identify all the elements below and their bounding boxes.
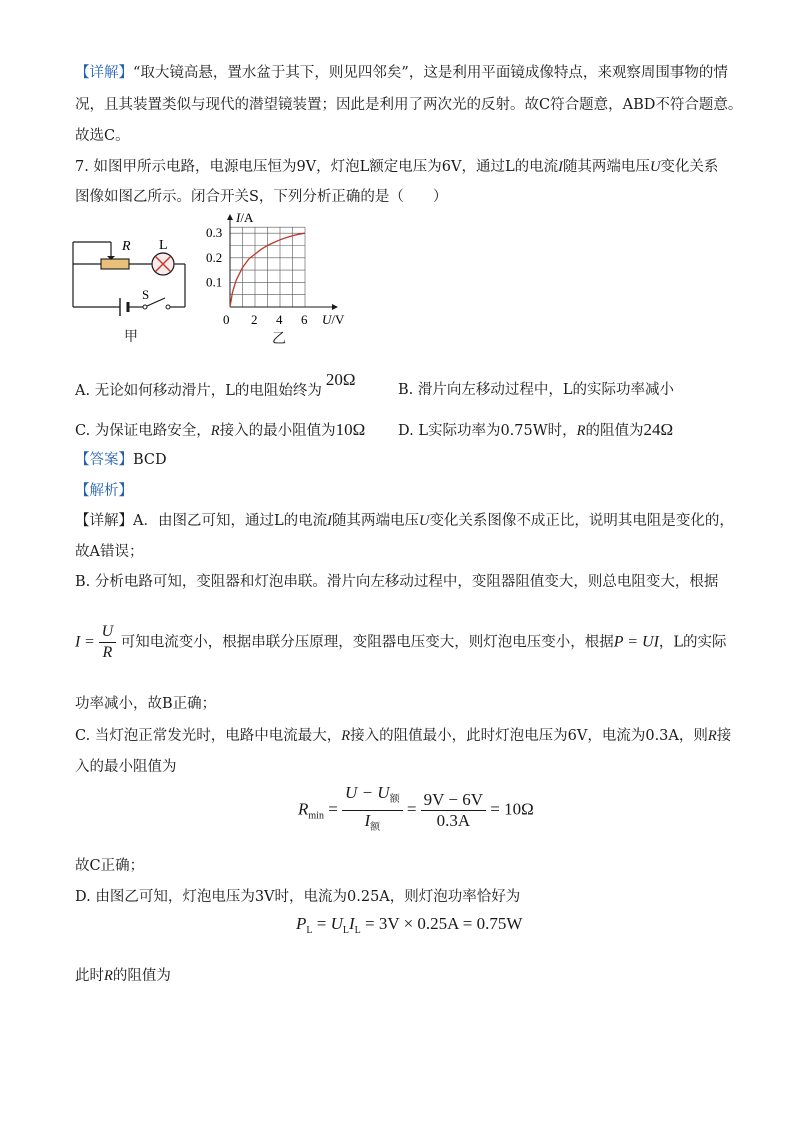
b-fraction (99, 622, 117, 663)
c-f-R: R (298, 799, 309, 819)
d-R: R (104, 968, 113, 984)
detail-tag: 【详解】 (75, 65, 133, 81)
c-f-eq2: = (406, 799, 417, 819)
option-C-value: 10Ω (335, 420, 366, 439)
d-f-U-sub: L (342, 925, 349, 936)
detail-a-I: I (327, 513, 332, 529)
x-tick-label: 2 (251, 312, 258, 327)
x-axis-label: U/V (322, 312, 345, 327)
option-C-post: 接入的最小阻值为 (219, 423, 336, 439)
d-f-I-sub: L (354, 925, 361, 936)
c-R1: R (341, 728, 351, 744)
detail-a-text3: 变化关系图像不成正比，说明其电阻是变化的， (429, 513, 734, 529)
c-text-c: 接 (716, 728, 732, 744)
option-D-value: 24Ω (643, 420, 674, 439)
question-line-2: 图像如图乙所示。闭合开关S，下列分析正确的是（ ） (75, 189, 448, 205)
c-f-den1-sub: 额 (370, 822, 381, 833)
c-f-num2: 9V − 6V (421, 790, 486, 811)
detail-D-line-3 (75, 966, 171, 986)
detail-B-line-1: B. 分析电路可知，变阻器和灯泡串联。滑片向左移动过程中，变阻器阻值变大，则总电阻变大，根据 (75, 574, 719, 590)
x-tick-labels (251, 312, 308, 327)
question-text-c: 变化关系 (660, 159, 719, 175)
y-tick-label: 0.1 (206, 274, 223, 290)
detail-a-tag: 【详解】 (75, 513, 133, 529)
detail-a-U: U (418, 513, 430, 529)
c-text-b: 接入的阻值最小，此时灯泡电压为6V，电流为0.3A，则 (350, 728, 708, 744)
option-A-value: 20Ω (325, 370, 356, 389)
c-f-frac1 (342, 783, 403, 838)
y-tick-label: 0.2 (206, 249, 223, 265)
c-f-den1: I (364, 811, 371, 830)
lamp-symbol (152, 253, 174, 275)
c-f-den2: 0.3A (436, 811, 471, 830)
detail-B-line-2 (75, 622, 727, 663)
d-f-eq1: = (316, 914, 327, 933)
y-tick-labels (206, 225, 222, 289)
d-f-rest: = 3V × 0.25A = 0.75W (365, 914, 523, 933)
analysis-line-3: 故选C。 (75, 128, 130, 144)
answer-line (75, 450, 167, 470)
d-f-P: P (296, 914, 307, 933)
d-text-a: 此时 (75, 968, 104, 984)
c-f-num1-sub: 额 (389, 794, 400, 805)
d-f-U: U (330, 914, 343, 933)
b-end: ，L的实际 (658, 634, 727, 651)
question-text-b: 随其两端电压 (562, 159, 650, 175)
c-text-a: C. 当灯泡正常发光时，电路中电流最大， (75, 728, 342, 744)
detail-a-text1: A．由图乙可知，通过L的电流 (133, 513, 328, 529)
detail-C-end: 故C正确； (75, 858, 145, 874)
option-C-R: R (210, 423, 220, 439)
detail-A-line-2: 故A错误； (75, 544, 144, 560)
option-C (75, 420, 365, 441)
x-tick-label: 4 (276, 312, 283, 327)
option-B: B. 滑片向左移动过程中，L的实际功率减小 (398, 382, 675, 398)
option-D (398, 420, 673, 441)
analysis-line-1 (75, 63, 728, 83)
question-line-1 (75, 157, 718, 177)
analysis-line-2: 况，且其装置类似与现代的潜望镜装置；因此是利用了两次光的反射。故C符合题意，ABD不符合题意。 (75, 97, 743, 113)
c-R2: R (707, 728, 717, 744)
question-text-a: 7. 如图甲所示电路，电源电压恒为9V，灯泡L额定电压为6V，通过L的电流 (75, 159, 559, 175)
d-formula (296, 914, 522, 936)
iu-graph (200, 212, 360, 342)
c-f-eq1: = (328, 799, 338, 819)
option-A-text: A. 无论如何移动滑片，L的电阻始终为 (75, 383, 322, 399)
c-formula (298, 783, 534, 838)
detail-C-line-1 (75, 726, 731, 746)
b-num: U (99, 622, 117, 643)
detail-D-line-1: D. 由图乙可知，灯泡电压为3V时，电流为0.25A，则灯泡功率恰好为 (75, 889, 521, 905)
b-eq: = (84, 633, 94, 651)
b-den: R (102, 644, 113, 661)
option-A (75, 370, 356, 401)
option-D-pre: D. L实际功率为0.75W时， (398, 423, 577, 439)
var-I: I (558, 159, 563, 175)
detail-B-line-3: 功率减小，故B正确； (75, 696, 217, 712)
c-f-frac2 (421, 790, 486, 831)
answer-tag: 【答案】 (75, 452, 133, 468)
label-S: S (142, 287, 150, 302)
label-R: R (122, 239, 131, 254)
b-P: P = UI (613, 633, 659, 651)
var-U: U (649, 159, 661, 175)
c-f-R-sub: min (308, 810, 324, 822)
explain-tag: 【解析】 (75, 483, 133, 499)
y-axis-label: I/A (236, 212, 254, 225)
battery-symbol (120, 298, 128, 316)
origin-label: 0 (223, 312, 230, 327)
d-f-P-sub: L (306, 925, 313, 936)
graph-grid (230, 227, 305, 307)
graph-axes (227, 214, 338, 310)
b-I: I (75, 633, 81, 651)
d-f-I: I (348, 914, 355, 933)
label-L: L (159, 238, 168, 253)
analysis-text-1: “取大镜高悬，置水盆于其下，则见四邻矣”，这是利用平面镜成像特点，来观察周围事物的情 (133, 65, 728, 81)
detail-a-text2: 随其两端电压 (331, 513, 419, 529)
d-text-b: 的阻值为 (112, 968, 171, 984)
x-tick-label: 6 (301, 312, 308, 327)
answer-value: BCD (133, 452, 167, 468)
caption-jia: 甲 (124, 329, 138, 345)
c-f-num1: U − U (345, 783, 390, 802)
option-D-R: R (576, 423, 586, 439)
b-mid: 可知电流变小，根据串联分压原理，变阻器电压变大，则灯泡电压变小，根据 (120, 634, 614, 651)
detail-C-line-2: 入的最小阻值为 (75, 759, 177, 775)
caption-yi: 乙 (272, 331, 286, 347)
y-tick-label: 0.3 (206, 225, 223, 241)
option-C-pre: C. 为保证电路安全， (75, 423, 211, 439)
c-f-eq3: = 10Ω (490, 799, 534, 819)
detail-A-line-1 (75, 511, 734, 531)
rheostat-symbol (101, 259, 129, 269)
option-D-post: 的阻值为 (585, 423, 644, 439)
